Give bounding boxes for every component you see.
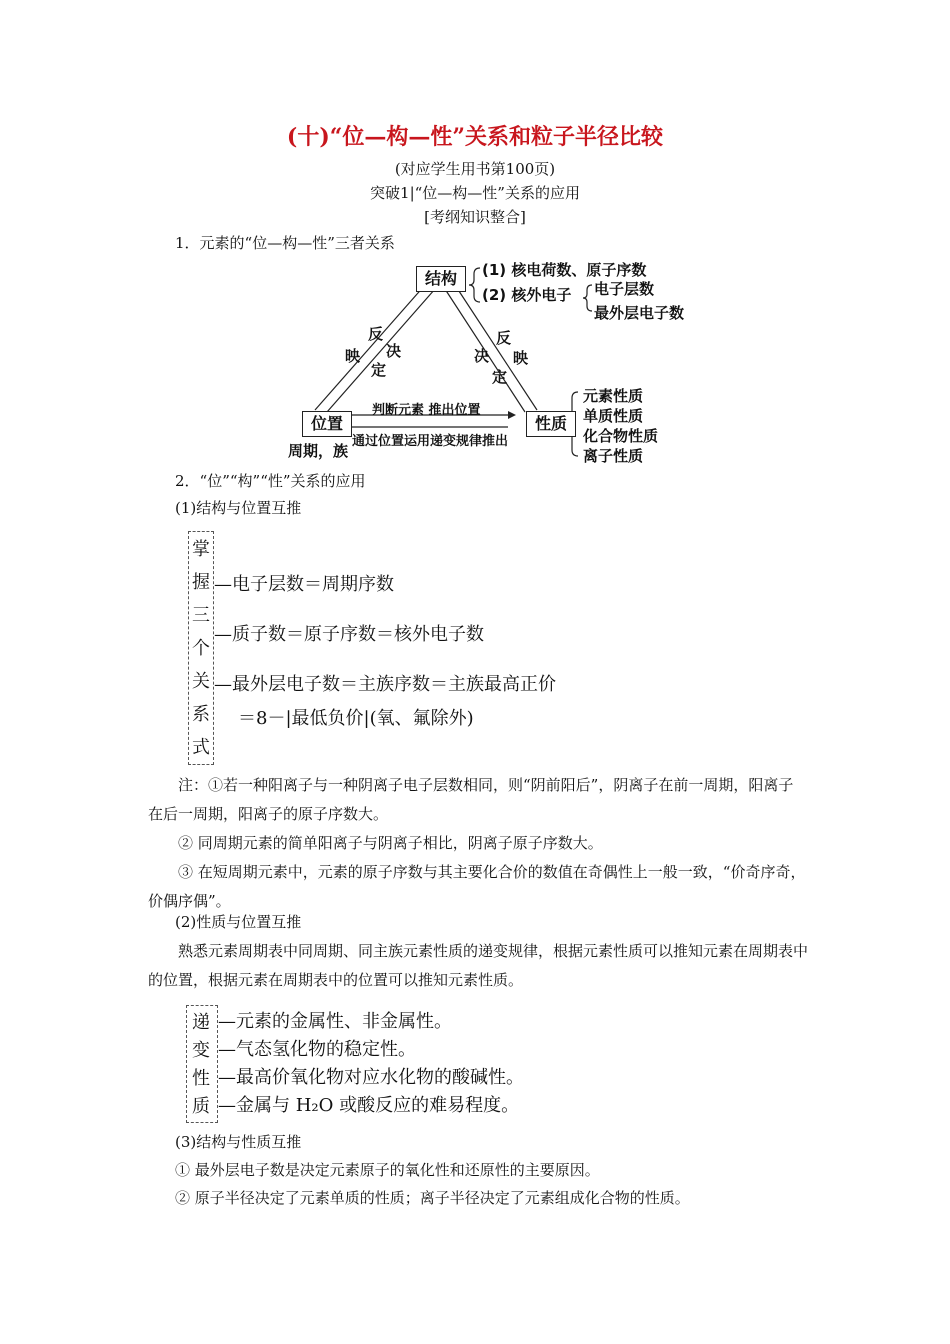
position-box: 位置 <box>302 411 352 437</box>
page-title: (十)“位—构—性”关系和粒子半径比较 <box>286 124 664 150</box>
heading-1: 1．元素的“位—构—性”三者关系 <box>175 234 395 252</box>
box1-char-1: 掌 <box>192 539 210 560</box>
right-edge-char-1: 反 <box>496 329 512 347</box>
electron-sub-2: 最外层电子数 <box>594 304 685 322</box>
left-edge-char-4: 定 <box>371 361 387 379</box>
box1-char-2: 握 <box>192 572 210 593</box>
position-note: 周期，族 <box>288 442 349 460</box>
box1-char-4: 个 <box>192 638 210 659</box>
box2-item-4: —金属与 H₂O 或酸反应的难易程度。 <box>218 1095 520 1116</box>
box2-item-3: —最高价氧化物对应水化物的酸碱性。 <box>218 1067 524 1088</box>
property-item-4: 离子性质 <box>583 447 644 465</box>
arrow-head-right <box>508 411 516 419</box>
structure-item-2: (2) 核外电子 <box>482 286 572 304</box>
point-1: ① 最外层电子数是决定元素原子的氧化性和还原性的主要原因。 <box>175 1161 600 1179</box>
box1-relation-1: —电子层数＝周期序数 <box>214 574 394 595</box>
property-item-2: 单质性质 <box>583 407 644 425</box>
property-item-3: 化合物性质 <box>583 427 659 445</box>
note-3: ③ 在短周期元素中，元素的原子序数与其主要化合价的数值在奇偶性上一般一致，“价奇序奇，价偶序偶”。 <box>148 863 806 910</box>
box1-char-7: 式 <box>192 737 210 758</box>
structure-box: 结构 <box>416 266 466 292</box>
property-box: 性质 <box>526 411 576 437</box>
electron-sub-1: 电子层数 <box>594 280 655 298</box>
subheading-1: (1)结构与位置互推 <box>175 499 302 517</box>
left-edge-line <box>315 285 425 410</box>
box1-relation-3: —最外层电子数＝主族序数＝主族最高正价 <box>214 674 556 695</box>
box1-char-5: 关 <box>192 671 210 692</box>
left-edge-line-inner <box>327 289 435 412</box>
structure-item-1: (1) 核电荷数、原子序数 <box>482 261 647 279</box>
left-edge-char-2: 映 <box>345 347 361 365</box>
note-1: 注：①若一种阳离子与一种阴离子电子层数相同，则“阴前阳后”，阴离子在前一周期，阳离子在后一周期，阳离子的原子序数大。 <box>148 776 794 823</box>
box2-item-1: —元素的金属性、非金属性。 <box>218 1011 452 1032</box>
right-edge-char-3: 映 <box>513 349 529 367</box>
box1-char-6: 系 <box>192 704 210 725</box>
brace-electron <box>583 285 592 311</box>
box1-char-3: 三 <box>192 605 210 626</box>
section-tag: [考纲知识整合] <box>424 208 526 226</box>
breakthrough-heading: 突破1|“位—构—性”关系的应用 <box>370 184 580 202</box>
brace-structure <box>469 268 480 302</box>
right-edge-char-2: 决 <box>474 347 490 365</box>
left-edge-char-1: 反 <box>368 325 384 343</box>
right-edge-char-4: 定 <box>492 368 508 386</box>
property-item-1: 元素性质 <box>583 387 644 405</box>
subheading-2: (2)性质与位置互推 <box>175 913 302 931</box>
box2-char-2: 变 <box>192 1040 210 1061</box>
box1-relation-2: —质子数＝原子序数＝核外电子数 <box>214 624 484 645</box>
heading-2: 2．“位”“构”“性”关系的应用 <box>175 472 366 490</box>
subheading-3: (3)结构与性质互推 <box>175 1133 302 1151</box>
arrow-bottom-label: 通过位置运用递变规律推出 <box>352 434 509 449</box>
note-2: ② 同周期元素的简单阳离子与阴离子相比，阴离子原子序数大。 <box>178 834 603 852</box>
box2-char-4: 质 <box>192 1096 210 1117</box>
box2-char-3: 性 <box>192 1068 210 1089</box>
arrow-top-label: 判断元素 推出位置 <box>372 403 481 418</box>
paragraph-2: 熟悉元素周期表中同周期、同主族元素性质的递变规律，根据元素性质可以推知元素在周期表中的位置，根据元素在周期表中的位置可以推知元素性质。 <box>148 942 809 989</box>
page-reference: (对应学生用书第100页) <box>394 160 556 178</box>
box2-char-1: 递 <box>192 1012 210 1033</box>
box2-item-2: —气态氢化物的稳定性。 <box>218 1039 416 1060</box>
box1-relation-3-cont: ＝8－|最低负价|(氧、氟除外) <box>238 708 474 729</box>
point-2: ② 原子半径决定了元素单质的性质；离子半径决定了元素组成化合物的性质。 <box>175 1189 690 1207</box>
left-edge-char-3: 决 <box>386 342 402 360</box>
